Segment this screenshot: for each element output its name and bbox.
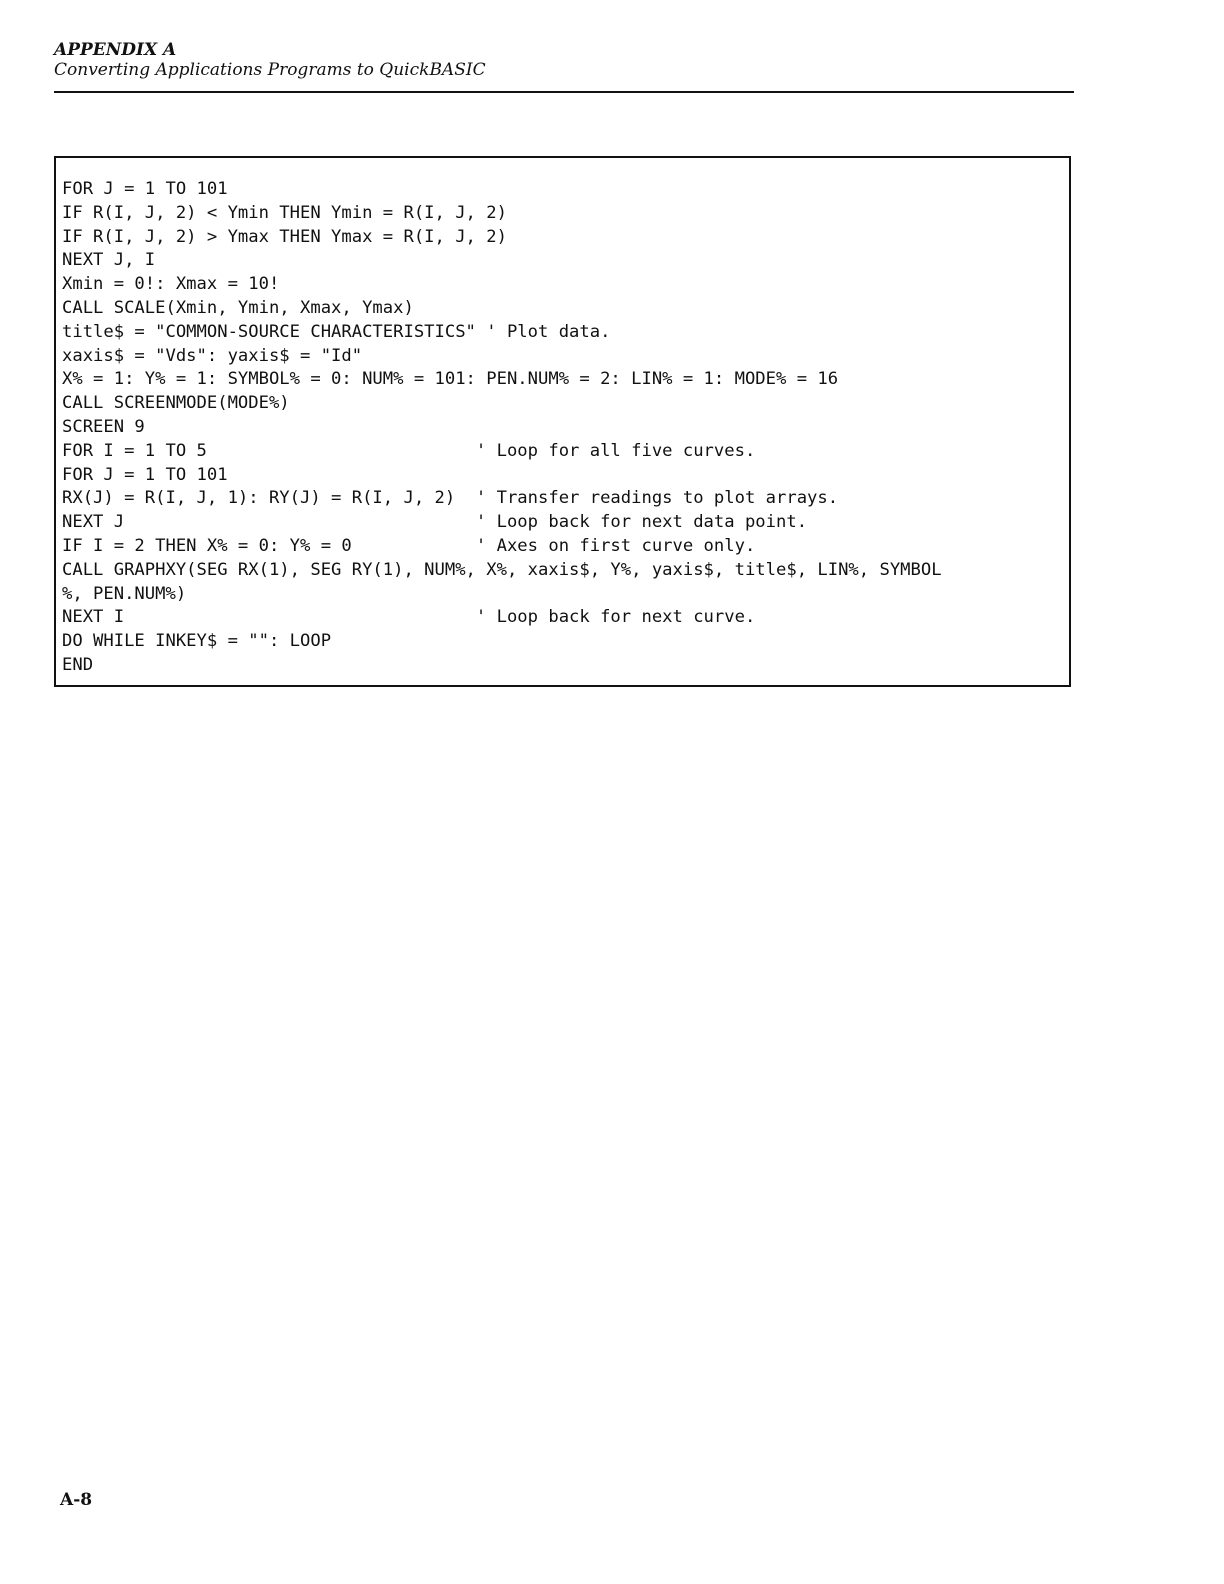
code-line: X% = 1: Y% = 1: SYMBOL% = 0: NUM% = 101: PEN.NUM% = 2: LIN% = 1: MODE% = 16 [62,369,839,390]
page-number: A-8 [60,1490,93,1510]
appendix-title: APPENDIX A [54,40,177,60]
code-line: NEXT J ' Loop back for next data point. [62,512,808,533]
code-line: Xmin = 0!: Xmax = 10! [62,274,280,295]
code-line: FOR J = 1 TO 101 [62,464,228,485]
code-line: SCREEN 9 [62,416,145,437]
header-divider [54,91,1074,93]
code-line: IF R(I, J, 2) > Ymax THEN Ymax = R(I, J, 2) [62,226,507,247]
code-line: CALL SCALE(Xmin, Ymin, Xmax, Ymax) [62,297,414,318]
code-line: DO WHILE INKEY$ = "": LOOP [62,631,332,652]
code-line: NEXT J, I [62,250,156,271]
code-line: CALL GRAPHXY(SEG RX(1), SEG RY(1), NUM%, X%, xaxis$, Y%, yaxis$, title$, LIN%, SYMBOL [62,559,942,580]
code-line: xaxis$ = "Vds": yaxis$ = "Id" [62,345,363,366]
code-line: %, PEN.NUM%) [62,583,187,604]
code-line: CALL SCREENMODE(MODE%) [62,393,290,414]
code-line: IF R(I, J, 2) < Ymin THEN Ymin = R(I, J, 2) [62,202,507,223]
code-line: FOR I = 1 TO 5 ' Loop for all five curves. [62,440,756,461]
code-line: END [62,654,94,675]
code-line: RX(J) = R(I, J, 1): RY(J) = R(I, J, 2) ' Transfer readings to plot arrays. [62,488,839,509]
code-line: IF I = 2 THEN X% = 0: Y% = 0 ' Axes on first curve only. [62,535,756,556]
code-line: FOR J = 1 TO 101 [62,179,228,199]
appendix-subtitle: Converting Applications Programs to QuickBASIC [54,60,486,80]
code-line: NEXT I ' Loop back for next curve. [62,607,756,628]
code-line: title$ = "COMMON-SOURCE CHARACTERISTICS" ' Plot data. [62,321,611,342]
code-listing [54,156,1071,687]
page-header [54,40,1074,81]
